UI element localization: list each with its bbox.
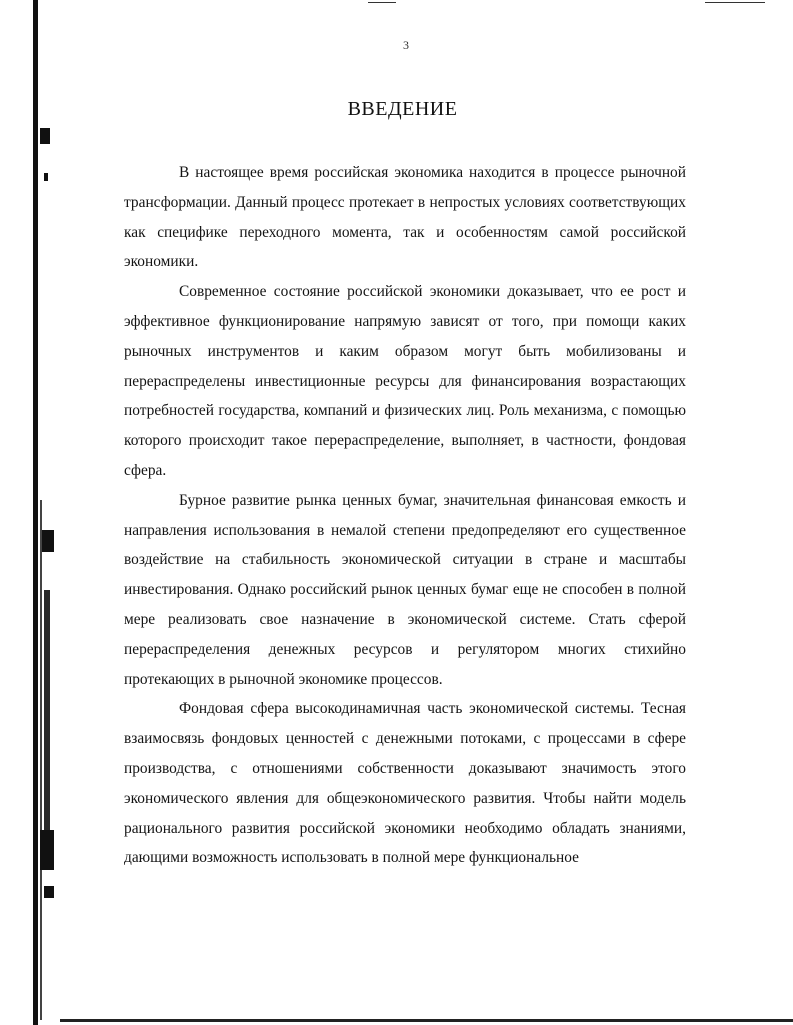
page-number: 3 [403, 38, 409, 52]
scan-artifact [40, 830, 54, 870]
scan-edge-left [33, 0, 38, 1025]
scan-artifact [44, 173, 48, 181]
scan-edge-left-thin [40, 500, 42, 1020]
scan-artifact [42, 530, 54, 552]
paragraph-4: Фондовая сфера высокодинамичная часть экономической системы. Тесная взаимосвязь фондовых ценностей с денежными потоками, с процессами в сфере производства, с отношениями собственности доказывают значимость этого экономического явления для общеэкономического развития. Чтобы найти модель рационального развития российской экономики необходимо обладать знаниями, дающими возможность использовать в полной мере функциональное [124, 700, 686, 867]
scan-top-mark [705, 2, 765, 3]
page-title: ВВЕДЕНИЕ [347, 98, 458, 120]
scan-artifact [44, 590, 50, 830]
paragraph-2: Современное состояние российской экономики доказывает, что ее рост и эффективное функционирование напрямую зависят от того, при помощи каких рыночных инструментов и каким образом могут быть мобилизованы и перераспределены инвестиционные ресурсы для финансирования возрастающих потребностей государства, компаний и физических лиц. Роль механизма, с помощью которого происходит такое перераспределение, выполняет, в частности, фондовая сфера. [124, 283, 686, 479]
scan-top-mark [368, 2, 396, 3]
body-text [124, 158, 686, 873]
paragraph-3: Бурное развитие рынка ценных бумаг, значительная финансовая емкость и направления использования в немалой степени предопределяют его существенное воздействие на стабильность экономической ситуации в стране и масштабы инвестирования. Однако российский рынок ценных бумаг еще не способен в полной мере реализовать свое назначение в экономической системе. Стать сферой перераспределения денежных ресурсов и регулятором многих стихийно протекающих в рыночной экономике процессов. [124, 491, 686, 688]
scan-edge-bottom [60, 1019, 793, 1022]
paragraph-1: В настоящее время российская экономика находится в процессе рыночной трансформации. Данный процесс протекает в непростых условиях соответствующих как специфике переходного момента, так и особенностям самой российской экономики. [124, 164, 686, 271]
scan-artifact [40, 128, 50, 144]
scan-artifact [44, 886, 54, 898]
